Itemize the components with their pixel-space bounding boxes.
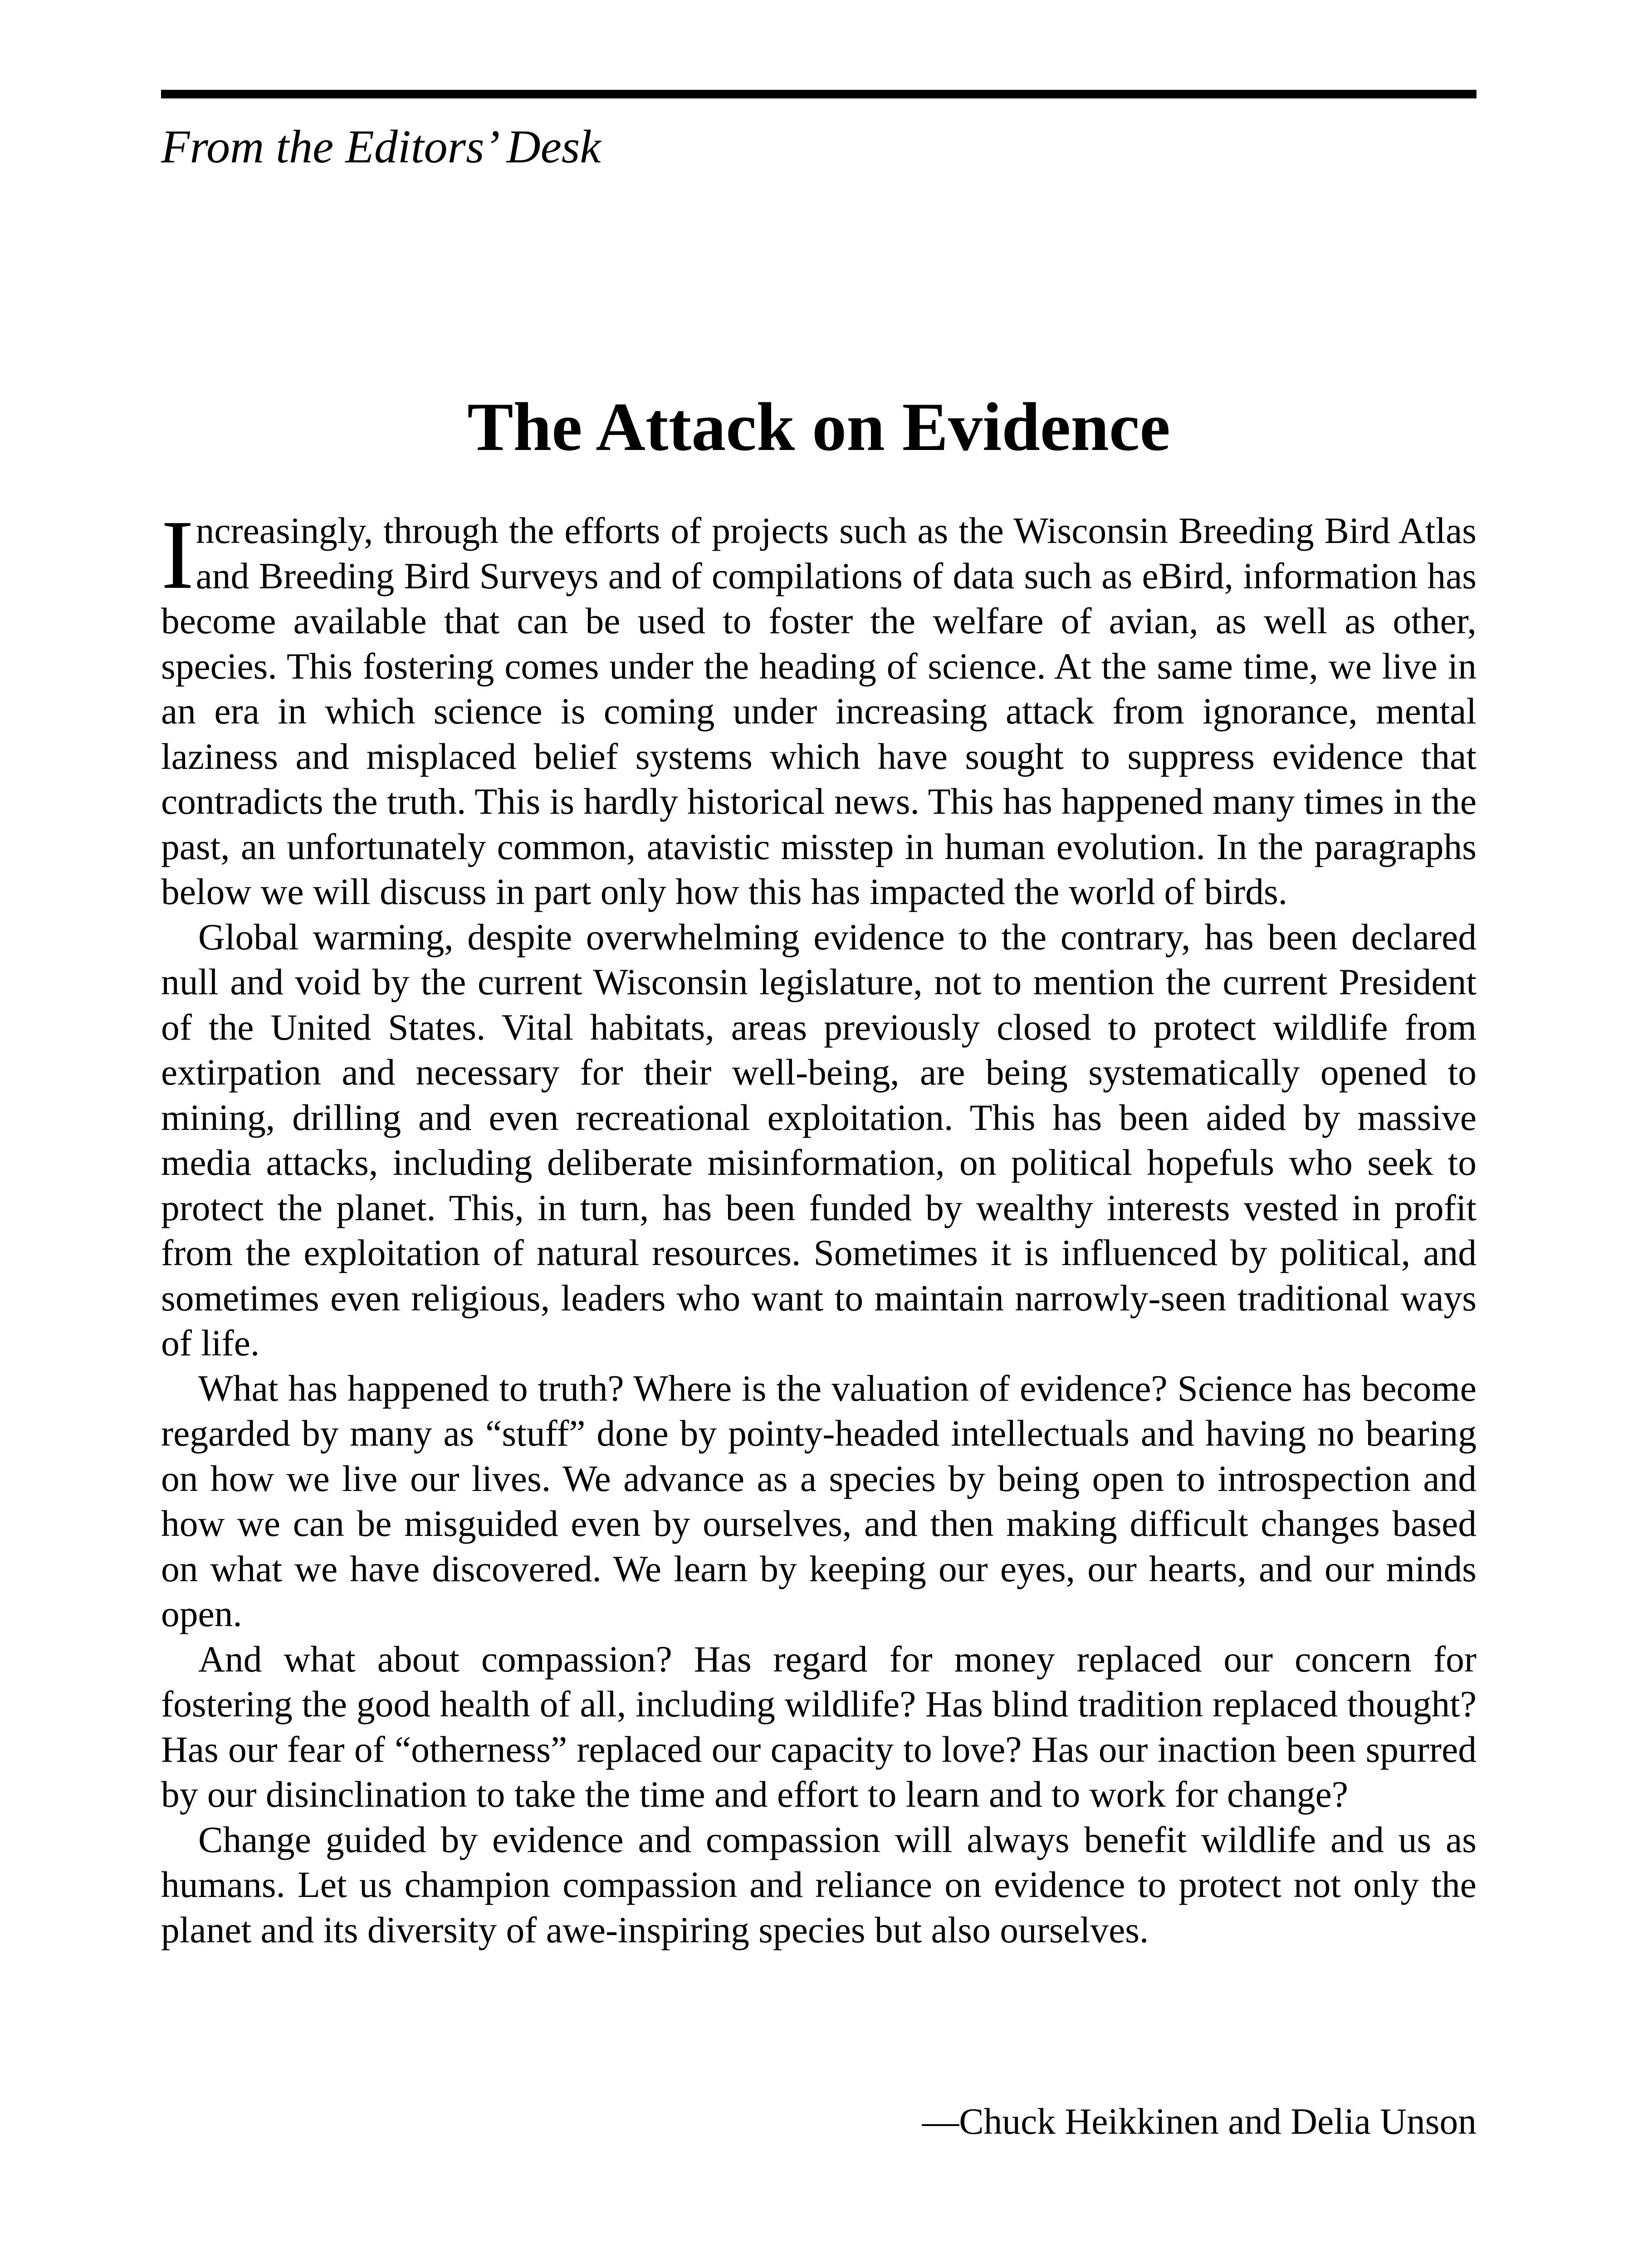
- author-signature: —Chuck Heikkinen and Delia Unson: [922, 2101, 1477, 2142]
- top-rule: [161, 90, 1477, 98]
- paragraph-1-text: ncreasingly, through the efforts of projects such as the Wisconsin Breeding Bird Atlas and Breeding Bird Surveys and of compilations of data such as eBird, information has become available that can be used to foster the welfare of avian, as well as other, species. This fostering comes under the heading of science. At the same time, we live in an era in which science is coming under increasing attack from ignorance, mental laziness and misplaced belief systems which have sought to suppress evidence that contradicts the truth. This is hardly historical news. This has happened many times in the past, an unfortunately common, atavistic misstep in human evolution. In the paragraphs below we will discuss in part only how this has impacted the world of birds.: [161, 510, 1477, 912]
- paragraph-3: What has happened to truth? Where is the valuation of evidence? Science has become regarded by many as “stuff” done by pointy-headed intellectuals and having no bearing on how we live our lives. We advance as a species by being open to introspection and how we can be misguided even by ourselves, and then making difficult changes based on what we have discovered. We learn by keeping our eyes, our hearts, and our minds open.: [161, 1367, 1477, 1634]
- paragraph-2: Global warming, despite overwhelming evidence to the contrary, has been declared null and void by the current Wisconsin legislature, not to mention the current President of the United States. Vital habitats, areas previously closed to protect wildlife from extirpation and necessary for their well-being, are being systematically opened to mining, drilling and even recreational exploitation. This has been aided by massive media attacks, including deliberate misinformation, on political hopefuls who seek to protect the planet. This, in turn, has been funded by wealthy interests vested in profit from the exploitation of natural resources. Sometimes it is influenced by political, and sometimes even religious, leaders who want to maintain narrowly-seen traditional ways of life.: [161, 916, 1477, 1364]
- paragraph-5: Change guided by evidence and compassion will always benefit wildlife and us as humans. Let us champion compassion and reliance on evidence to protect not only the planet and its diversity of awe-inspiring species but also ourselves.: [161, 1818, 1477, 1950]
- drop-cap: I: [161, 500, 194, 610]
- paragraph-1: [161, 500, 1477, 914]
- section-heading: From the Editors’ Desk: [161, 121, 601, 173]
- article-title: The Attack on Evidence: [467, 388, 1170, 465]
- article-body: [161, 500, 1477, 1952]
- paragraph-4: And what about compassion? Has regard for money replaced our concern for fostering the good health of all, including wildlife? Has blind tradition replaced thought? Has our fear of “otherness” replaced our capacity to love? Has our inaction been spurred by our disinclination to take the time and effort to learn and to work for change?: [161, 1638, 1477, 1815]
